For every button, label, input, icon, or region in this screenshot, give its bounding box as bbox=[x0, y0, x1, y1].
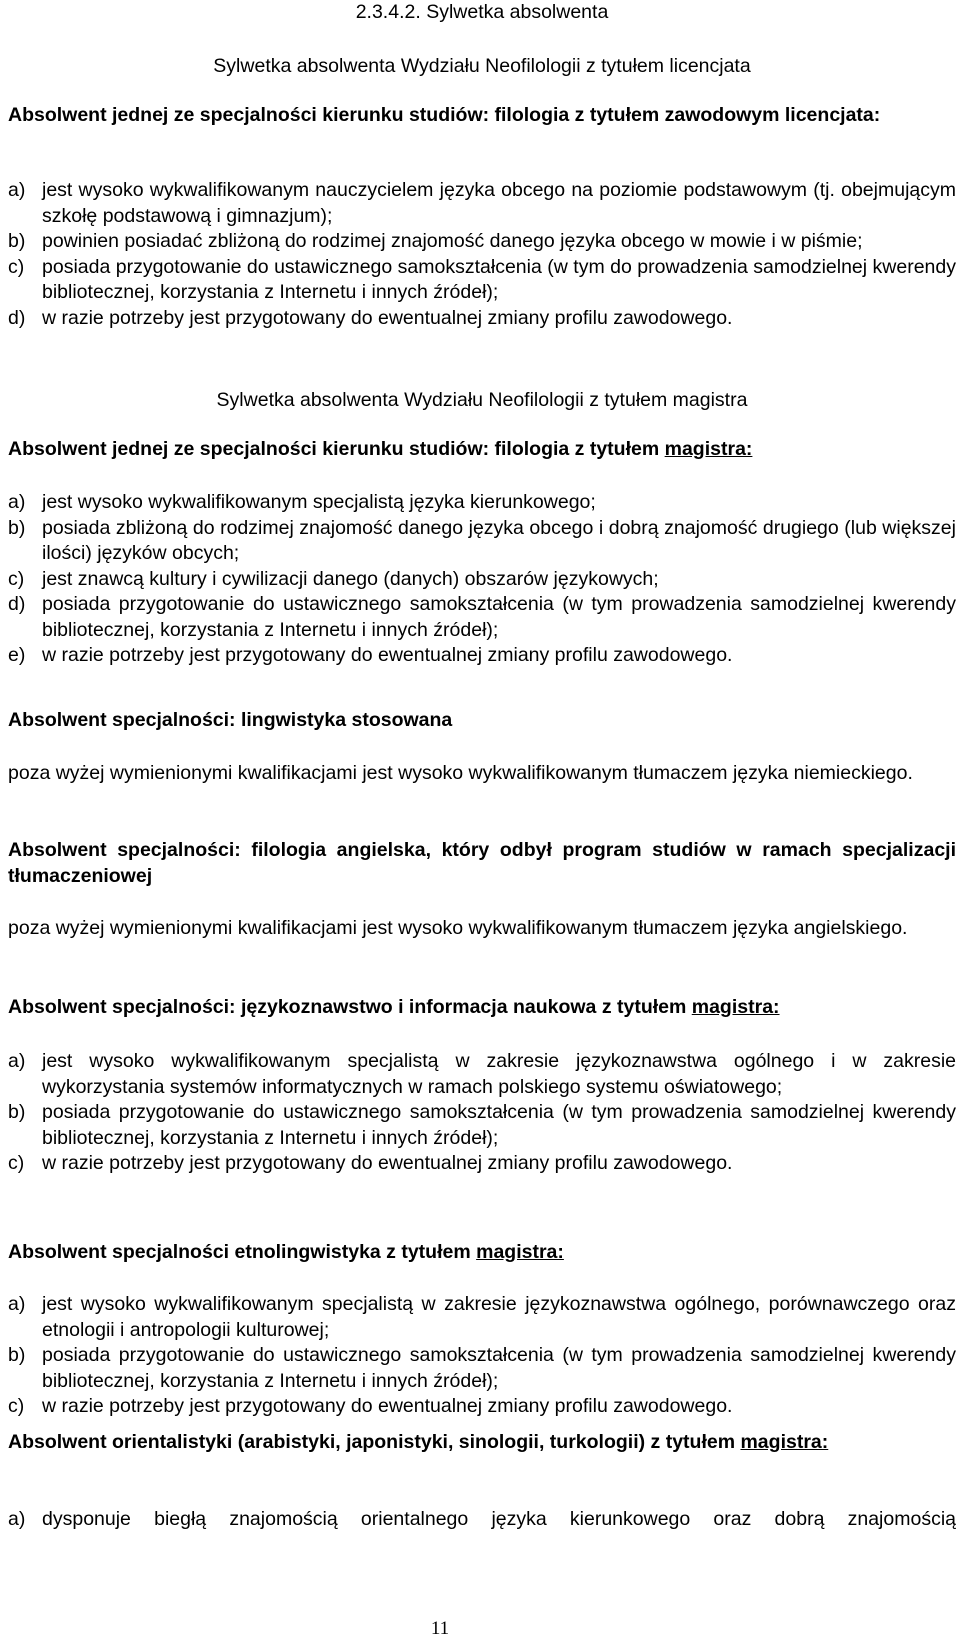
list-item: c) w razie potrzeby jest przygotowany do ewentualnej zmiany profilu zawodowego. bbox=[8, 1395, 733, 1417]
list-item: e) w razie potrzeby jest przygotowany do ewentualnej zmiany profilu zawodowego. bbox=[8, 644, 733, 666]
list-item: a) jest wysoko wykwalifikowanym specjalistą języka kierunkowego; bbox=[8, 491, 596, 513]
list-item: c) w razie potrzeby jest przygotowany do ewentualnej zmiany profilu zawodowego. bbox=[8, 1152, 733, 1174]
list-item: a) jest wysoko wykwalifikowanym specjalistą w zakresie językoznawstwa ogólnego i w zakresie wykorzystania systemów informatycznych w ramach polskiego systemu oświatowego; bbox=[8, 1050, 956, 1098]
page-number: 11 bbox=[430, 1618, 450, 1639]
list-item: c) posiada przygotowanie do ustawicznego samokształcenia (w tym do prowadzenia samodzielnej kwerendy bibliotecznej, korzystania z Internetu i innych źródeł); bbox=[8, 255, 956, 303]
list-item: d) posiada przygotowanie do ustawicznego samokształcenia (w tym prowadzenia samodzielnej kwerendy bibliotecznej, korzystania z Internetu i innych źródeł); bbox=[8, 593, 956, 641]
magister-heading: Sylwetka absolwenta Wydziału Neofilologii z tytułem magistra bbox=[216, 389, 748, 411]
section-title bbox=[8, 0, 956, 26]
licencjat-subheading: Absolwent jednej ze specjalności kierunku studiów: filologia z tytułem zawodowym licencjata: bbox=[8, 104, 881, 126]
section-number: 2.3.4.2. bbox=[355, 1, 421, 23]
list-item: d) w razie potrzeby jest przygotowany do ewentualnej zmiany profilu zawodowego. bbox=[8, 306, 733, 329]
lingwistyka-heading: Absolwent specjalności: lingwistyka stosowana bbox=[8, 709, 453, 731]
etnolingwistyka-heading: Absolwent specjalności etnolingwistyka z tytułem magistra: bbox=[8, 1241, 564, 1263]
orientalistyka-list bbox=[8, 1507, 956, 1533]
magister-list bbox=[8, 490, 956, 669]
list-item: b) posiada zbliżoną do rodzimej znajomość danego języka obcego i dobrą znajomość drugiego (lub większej ilości) języków obcych; bbox=[8, 516, 956, 564]
list-item: c) jest znawcą kultury i cywilizacji danego (danych) obszarów językowych; bbox=[8, 567, 659, 590]
jezykoznawstwo-list bbox=[8, 1049, 956, 1177]
jezykoznawstwo-heading: Absolwent specjalności: językoznawstwo i informacja naukowa z tytułem magistra: bbox=[8, 996, 780, 1018]
licencjat-heading: Sylwetka absolwenta Wydziału Neofilologii z tytułem licencjata bbox=[213, 55, 751, 77]
etnolingwistyka-list bbox=[8, 1292, 956, 1420]
angielska-text: poza wyżej wymienionymi kwalifikacjami jest wysoko wykwalifikowanym tłumaczem języka angielskiego. bbox=[8, 917, 908, 939]
list-item: a) jest wysoko wykwalifikowanym nauczycielem języka obcego na poziomie podstawowym (tj. obejmującym szkołę podstawową i gimnazjum); bbox=[8, 179, 956, 227]
section-title-text: Sylwetka absolwenta bbox=[426, 1, 609, 23]
list-item: b) powinien posiadać zbliżoną do rodzimej znajomość danego języka obcego w mowie i w piśmie; bbox=[8, 230, 863, 252]
licencjat-list bbox=[8, 178, 956, 331]
magister-subheading: Absolwent jednej ze specjalności kierunku studiów: filologia z tytułem magistra: bbox=[8, 438, 753, 460]
orientalistyka-heading: Absolwent orientalistyki (arabistyki, japonistyki, sinologii, turkologii) z tytułem magistra: bbox=[8, 1431, 829, 1453]
list-item: b) posiada przygotowanie do ustawicznego samokształcenia (w tym prowadzenia samodzielnej kwerendy bibliotecznej, korzystania z Internetu i innych źródeł); bbox=[8, 1344, 956, 1392]
list-item: a) dysponuje biegłą znajomością orientalnego języka kierunkowego oraz dobrą znajomością bbox=[8, 1508, 956, 1530]
lingwistyka-text: poza wyżej wymienionymi kwalifikacjami jest wysoko wykwalifikowanym tłumaczem języka niemieckiego. bbox=[8, 762, 913, 784]
list-item: b) posiada przygotowanie do ustawicznego samokształcenia (w tym prowadzenia samodzielnej kwerendy bibliotecznej, korzystania z Internetu i innych źródeł); bbox=[8, 1101, 956, 1149]
angielska-heading: Absolwent specjalności: filologia angielska, który odbył program studiów w ramach specjalizacji tłumaczeniowej bbox=[8, 839, 956, 887]
list-item: a) jest wysoko wykwalifikowanym specjalistą w zakresie językoznawstwa ogólnego, porównawczego oraz etnologii i antropologii kulturowej; bbox=[8, 1293, 956, 1341]
